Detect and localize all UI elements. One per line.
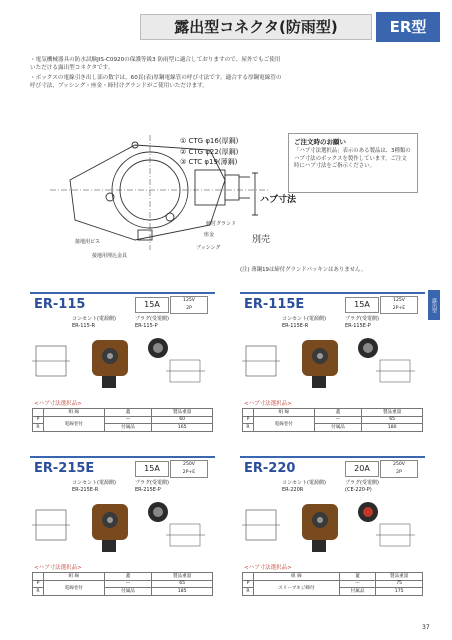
product-card-er-115: [30, 292, 215, 442]
plug-part: プラグ(受電側) ER-215E-P: [135, 480, 169, 493]
table-row: R 付属品 180: [243, 424, 423, 432]
product-illustration: [240, 328, 425, 398]
voltage-rating: 125V 2P: [170, 296, 208, 314]
plug-part: プラグ(受電側) ER-115E-P: [345, 316, 379, 329]
sold-separately-label: 別売: [252, 235, 271, 245]
hub-select-note: <ハブ寸法選択品>: [34, 401, 82, 407]
spec-table: [242, 408, 423, 432]
notice-title: ご注文時のお願い: [294, 138, 346, 146]
model-name: ER-115E: [244, 297, 305, 312]
page-number: 37: [422, 624, 430, 631]
table-row: R 付属品 185: [33, 588, 213, 596]
conduit-item: ③ CTC φ19(薄鋼): [180, 158, 238, 166]
receptacle-part: コンセント(電源側) ER-215E-R: [72, 480, 116, 493]
conduit-item: ② CTG φ22(厚鋼): [180, 147, 239, 156]
voltage-rating: 250V 2P+E: [170, 460, 208, 478]
model-name: ER-215E: [34, 461, 95, 476]
section-side-tab: 露出型: [428, 290, 440, 320]
intro-line-1: ・電気機械器具の防水試験JIS-C0920の保護等級3 防雨型に適合しておりますので、屋外でもご使用いただける露出型コネクタです。: [30, 57, 281, 72]
amp-rating: 15A: [345, 297, 379, 313]
ground-screw-label: 接地用ビス: [75, 239, 101, 245]
amp-rating: 20A: [345, 461, 379, 477]
intro-text: [30, 56, 285, 92]
spec-table: [32, 572, 213, 596]
intro-line-2: ・ボックスの電線引き出し部の数字は、60頁(表)厚鋼電線管の呼び寸法です。適合する厚鋼電線管の呼び寸法、ブッシング・座金・締付けグランドがご使用いただけます。: [30, 74, 282, 90]
hub-select-note: <ハブ寸法選択品>: [244, 565, 292, 571]
table-row: 組 線 蓋 製品重量: [33, 409, 213, 417]
product-illustration: [240, 492, 425, 562]
table-row: P 電線巻付 — 65: [33, 580, 213, 588]
order-notice-box: [288, 133, 418, 193]
voltage-rating: 250V 2P: [380, 460, 418, 478]
receptacle-part: コンセント(電源側) ER-115E-R: [282, 316, 326, 329]
card-top-rule: [30, 292, 215, 294]
product-illustration: [30, 328, 215, 398]
table-row: 組 線 蓋 製品重量: [33, 573, 213, 581]
receptacle-part: コンセント(電源側) ER-220R: [282, 480, 326, 493]
hub-size-label: ハブ寸法: [260, 195, 297, 205]
category-badge: ER型: [376, 12, 440, 42]
base-label: 座金: [204, 232, 215, 238]
hub-select-note: <ハブ寸法選択品>: [34, 565, 82, 571]
box-dimension-diagram: [40, 125, 290, 275]
product-illustration: [30, 492, 215, 562]
spec-table: [32, 408, 213, 432]
conduit-item: ① CTG φ16(厚鋼): [180, 137, 239, 145]
card-top-rule: [240, 456, 425, 458]
card-top-rule: [240, 292, 425, 294]
table-row: R 付属品 175: [243, 588, 423, 596]
amp-rating: 15A: [135, 461, 169, 477]
lock-gland-label: 締付グランド: [206, 221, 237, 227]
table-row: R 付属品 165: [33, 424, 213, 432]
hub-select-note: <ハブ寸法選択品>: [244, 401, 292, 407]
footnote: (注) 薄鋼19は締付グランドパッキンはありません。: [240, 267, 367, 273]
card-top-rule: [30, 456, 215, 458]
spec-table: [242, 572, 423, 596]
plug-part: プラグ(受電側) (CE-220-P): [345, 480, 379, 493]
table-row: P 電線巻付 — 65: [243, 416, 423, 424]
plug-part: プラグ(受電側) ER-115-P: [135, 316, 169, 329]
table-row: P スリーブネジ締付 — 75: [243, 580, 423, 588]
voltage-rating: 125V 2P+E: [380, 296, 418, 314]
conduit-size-list: [180, 136, 238, 168]
model-name: ER-220: [244, 461, 296, 476]
bushing-label: ブッシング: [196, 245, 221, 251]
table-row: 組 線 蓋 製品重量: [243, 573, 423, 581]
product-card-er-220: [240, 456, 425, 606]
ground-fitting-label: 接地用埋込金具: [92, 253, 128, 259]
product-card-er-115e: [240, 292, 425, 442]
page-title: 露出型コネクタ(防雨型): [140, 14, 372, 40]
table-row: 組 線 蓋 製品重量: [243, 409, 423, 417]
model-name: ER-115: [34, 297, 86, 312]
notice-body: 「ハブ寸法選択品」表示のある製品は、3種類のハブ寸法のボックスを製作しています。ご注文時にハブ寸法をご指示ください。: [294, 148, 411, 170]
amp-rating: 15A: [135, 297, 169, 313]
table-row: P 電線巻付 — 60: [33, 416, 213, 424]
product-card-er-215e: [30, 456, 215, 606]
receptacle-part: コンセント(電源側) ER-115-R: [72, 316, 116, 329]
